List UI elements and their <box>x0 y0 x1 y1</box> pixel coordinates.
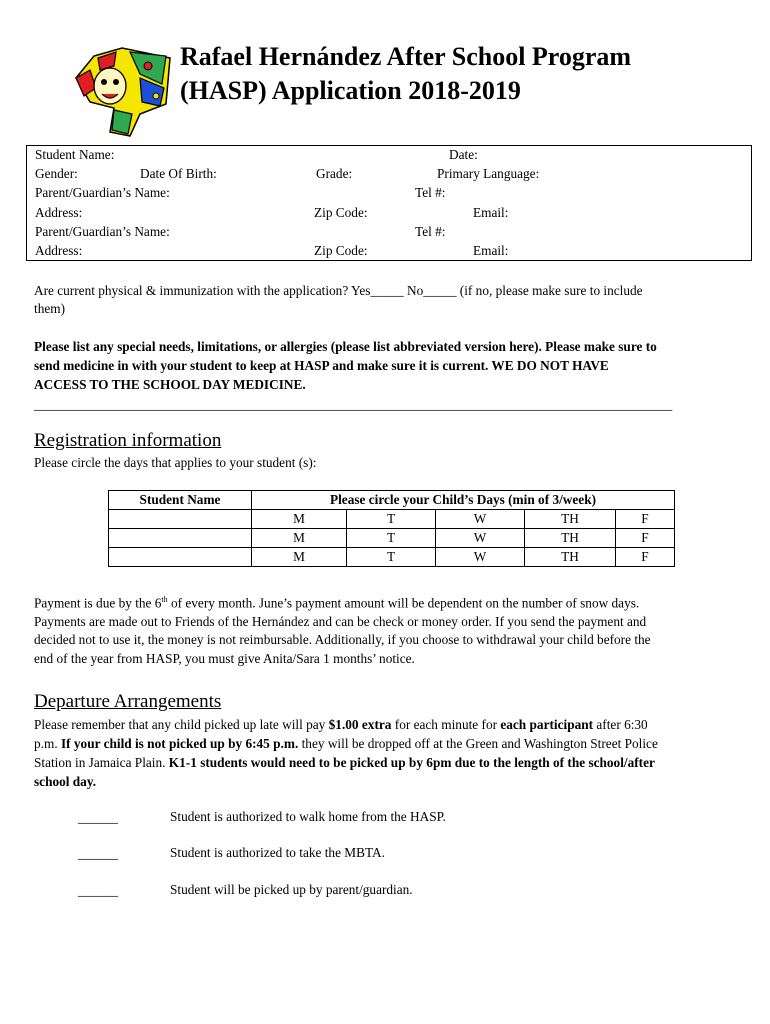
payment-line-4: end of the year from HASP, you must give Anita/Sara 1 months’ notice. <box>34 650 415 666</box>
day-monday[interactable]: M <box>252 529 347 548</box>
day-tuesday[interactable]: T <box>347 548 436 567</box>
primary-language-label: Primary Language: <box>437 166 540 181</box>
title-line-1: Rafael Hernández After School Program <box>180 42 632 71</box>
day-thursday[interactable]: TH <box>525 548 616 567</box>
walk-home-option: Student is authorized to walk home from the HASP. <box>170 809 446 824</box>
table-row <box>109 529 675 548</box>
email1-label: Email: <box>473 205 509 220</box>
student-name-cell[interactable] <box>109 548 252 567</box>
days-table-header-row <box>109 491 675 510</box>
special-needs-line-2: send medicine in with your student to keep at HASP and make sure it is current. WE DO NOT HAVE <box>34 358 609 373</box>
departure-line-4 <box>34 772 754 791</box>
k1-pickup-note-end: school day. <box>34 774 97 789</box>
gender-label: Gender: <box>35 166 78 181</box>
grade-label: Grade: <box>316 166 353 181</box>
student-name-column-header: Student Name <box>109 491 252 510</box>
payment-line-1 <box>34 591 754 613</box>
departure-text: after 6:30 <box>593 717 648 732</box>
student-name-label: Student Name: <box>35 147 115 162</box>
student-name-cell[interactable] <box>109 510 252 529</box>
school-logo <box>70 44 174 140</box>
address1-label: Address: <box>35 205 83 220</box>
mbta-option: Student is authorized to take the MBTA. <box>170 845 385 860</box>
days-table <box>108 490 675 567</box>
k1-pickup-note: K1-1 students would need to be picked up by 6pm due to the length of the school/after <box>168 755 655 770</box>
parent-pickup-option: Student will be picked up by parent/guardian. <box>170 882 413 897</box>
departure-line-2 <box>34 734 754 753</box>
page-title <box>180 40 631 108</box>
payment-line-3: decided not to use it, the money is not reimbursable. Additionally, if you choose to withdrawal your child before the <box>34 632 651 648</box>
day-wednesday[interactable]: W <box>436 510 525 529</box>
departure-text: Please remember that any child picked up late will pay <box>34 717 329 732</box>
immunization-line-1: Are current physical & immunization with the application? Yes_____ No_____ (if no, please make sure to include <box>34 283 643 298</box>
day-tuesday[interactable]: T <box>347 529 436 548</box>
zip1-label: Zip Code: <box>314 205 368 220</box>
table-row <box>109 510 675 529</box>
day-wednesday[interactable]: W <box>436 529 525 548</box>
special-needs-line-3: ACCESS TO THE SCHOOL DAY MEDICINE. <box>34 377 306 392</box>
address2-label: Address: <box>35 243 83 258</box>
departure-text: p.m. <box>34 736 61 751</box>
zip2-label: Zip Code: <box>314 243 368 258</box>
student-name-cell[interactable] <box>109 529 252 548</box>
tel2-label: Tel #: <box>415 224 446 239</box>
departure-text: Station in Jamaica Plain. <box>34 755 169 770</box>
title-line-2: (HASP) Application 2018-2019 <box>180 76 521 105</box>
payment-line-1a: Payment is due by the 6 <box>34 595 162 611</box>
email2-label: Email: <box>473 243 509 258</box>
day-friday[interactable]: F <box>616 529 675 548</box>
days-column-header: Please circle your Child’s Days (min of 3/week) <box>252 491 675 510</box>
walk-home-checkbox-line[interactable]: ______ <box>78 810 118 825</box>
immunization-line-2: them) <box>34 301 66 316</box>
mbta-checkbox-line[interactable]: ______ <box>78 846 118 861</box>
departure-heading: Departure Arrangements <box>34 691 222 712</box>
payment-paragraph <box>34 591 754 668</box>
departure-paragraph <box>34 715 754 791</box>
date-label: Date: <box>449 147 478 162</box>
departure-line-3 <box>34 753 754 772</box>
pickup-deadline: If your child is not picked up by 6:45 p.m. <box>60 736 299 751</box>
dob-label: Date Of Birth: <box>140 166 217 181</box>
student-info-box <box>26 145 752 261</box>
day-thursday[interactable]: TH <box>525 510 616 529</box>
day-monday[interactable]: M <box>252 510 347 529</box>
table-row <box>109 548 675 567</box>
immunization-question <box>34 282 754 318</box>
registration-instruction: Please circle the days that applies to your student (s): <box>34 455 317 470</box>
day-friday[interactable]: F <box>616 510 675 529</box>
special-needs-line-1: Please list any special needs, limitations, or allergies (please list abbreviated version here). Please make sure to <box>34 339 657 354</box>
parent2-name-label: Parent/Guardian’s Name: <box>35 224 170 239</box>
day-friday[interactable]: F <box>616 548 675 567</box>
special-needs-answer-line: ________________________________________________________________________________________________ <box>34 397 673 412</box>
registration-heading: Registration information <box>34 430 222 451</box>
late-fee: $1.00 extra <box>328 717 392 732</box>
payment-line-2: Payments are made out to Friends of the Hernández and can be check or money order. If you send the payment and <box>34 613 647 629</box>
parent-pickup-checkbox-line[interactable]: ______ <box>78 883 118 898</box>
departure-text: for each minute for <box>391 717 501 732</box>
departure-line-1 <box>34 715 754 734</box>
special-needs-notice <box>34 337 754 394</box>
parent1-name-label: Parent/Guardian’s Name: <box>35 185 170 200</box>
day-thursday[interactable]: TH <box>525 529 616 548</box>
each-participant: each participant <box>500 717 594 732</box>
payment-line-1b: of every month. June’s payment amount will be dependent on the number of snow days. <box>167 595 640 611</box>
day-tuesday[interactable]: T <box>347 510 436 529</box>
day-monday[interactable]: M <box>252 548 347 567</box>
day-wednesday[interactable]: W <box>436 548 525 567</box>
departure-text: they will be dropped off at the Green and Washington Street Police <box>298 736 658 751</box>
ordinal-suffix: th <box>161 595 168 604</box>
tel1-label: Tel #: <box>415 185 446 200</box>
